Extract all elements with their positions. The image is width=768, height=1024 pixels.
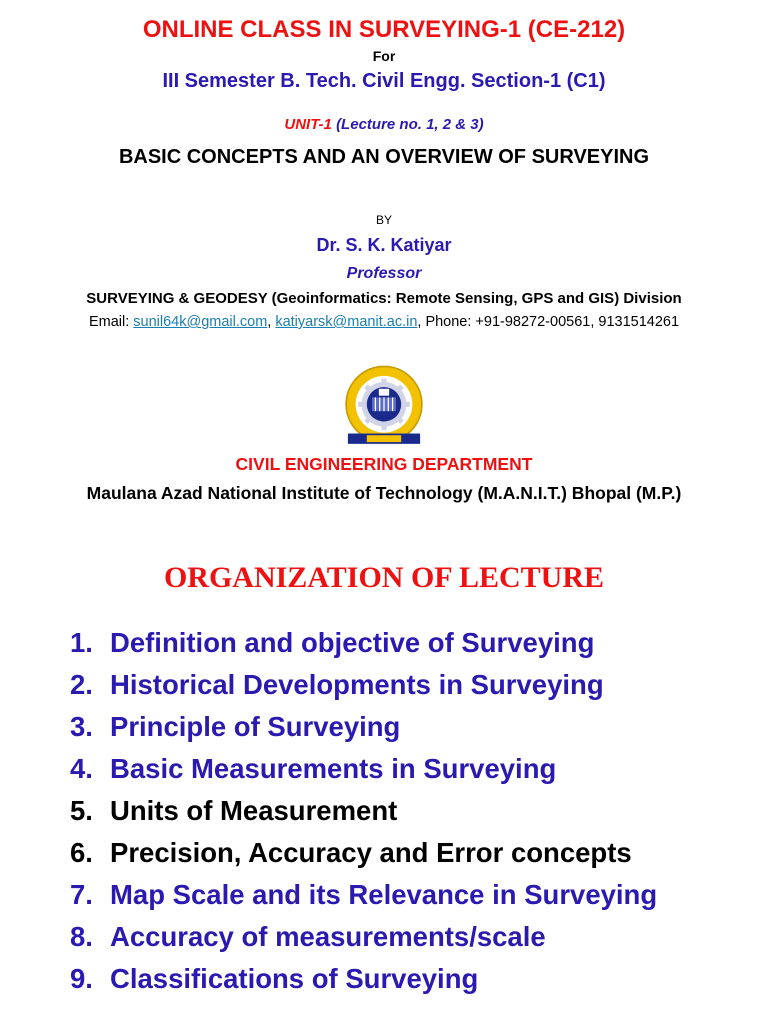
lecture-heading: ORGANIZATION OF LECTURE	[163, 561, 605, 594]
list-item: 1. Definition and objective of Surveying	[70, 627, 595, 658]
department-name: CIVIL ENGINEERING DEPARTMENT	[235, 454, 533, 474]
manit-logo	[341, 363, 427, 449]
lecture-topics-list	[70, 622, 657, 1000]
list-item: 3. Principle of Surveying	[70, 711, 401, 742]
semester-line: III Semester B. Tech. Civil Engg. Section-1 (C1)	[162, 70, 606, 92]
author-position: Professor	[346, 265, 422, 282]
list-item: 6. Precision, Accuracy and Error concepts	[70, 837, 632, 868]
institution-name: Maulana Azad National Institute of Technology (M.A.N.I.T.) Bhopal (M.P.)	[86, 483, 682, 503]
email-separator: ,	[267, 314, 276, 330]
phone-text: , Phone: +91-98272-00561, 9131514261	[417, 314, 680, 330]
unit-line	[0, 116, 768, 133]
by-label: BY	[375, 213, 392, 227]
topic-title: BASIC CONCEPTS AND AN OVERVIEW OF SURVEYING	[118, 146, 650, 168]
email-label: Email:	[88, 314, 134, 330]
for-label: For	[372, 48, 396, 64]
unit-detail: (Lecture no. 1, 2 & 3)	[336, 116, 484, 133]
list-item: 4. Basic Measurements in Surveying	[70, 753, 557, 784]
contact-line	[0, 314, 768, 330]
list-item: 9. Classifications of Surveying	[70, 963, 479, 994]
email-link-2[interactable]: katiyarsk@manit.ac.in	[275, 314, 418, 330]
list-item: 8. Accuracy of measurements/scale	[70, 921, 546, 952]
list-item: 5. Units of Measurement	[70, 795, 398, 826]
course-title: ONLINE CLASS IN SURVEYING-1 (CE-212)	[142, 16, 626, 43]
list-item: 2. Historical Developments in Surveying	[70, 669, 604, 700]
email-link-1[interactable]: sunil64k@gmail.com	[133, 314, 268, 330]
list-item: 7. Map Scale and its Relevance in Surveying	[70, 879, 658, 910]
author-name: Dr. S. K. Katiyar	[316, 235, 452, 255]
division-line: SURVEYING & GEODESY (Geoinformatics: Remote Sensing, GPS and GIS) Division	[86, 290, 682, 307]
unit-label: UNIT-1	[284, 116, 332, 133]
